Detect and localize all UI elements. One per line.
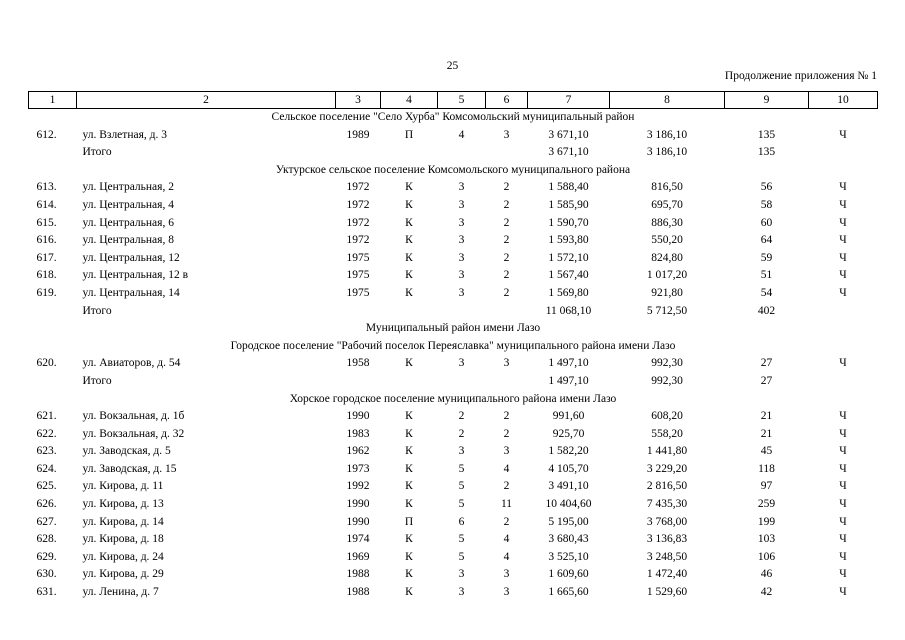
header-row xyxy=(29,92,878,109)
residents-cell: 58 xyxy=(760,198,773,211)
year-cell xyxy=(336,303,381,321)
total-area-cell: 3 671,10 xyxy=(548,128,589,141)
residents-cell: 27 xyxy=(760,357,773,370)
floors-cell: 3 xyxy=(458,586,465,599)
address-cell: ул. Авиаторов, д. 54 xyxy=(82,357,181,370)
mark-cell: Ч xyxy=(839,550,847,563)
year-cell: 1990 xyxy=(346,498,370,511)
mark-cell: Ч xyxy=(839,234,847,247)
row-number: 620. xyxy=(36,357,57,370)
floors-cell: 5 xyxy=(458,480,465,493)
address-cell: ул. Кирова, д. 13 xyxy=(82,498,164,511)
address-cell: ул. Центральная, 14 xyxy=(82,286,180,299)
floors-cell: 5 xyxy=(458,533,465,546)
living-area-cell: 1 529,60 xyxy=(646,586,688,599)
mark-cell: Ч xyxy=(839,498,847,511)
row-number: 619. xyxy=(36,286,57,299)
row-number: 618. xyxy=(36,269,57,282)
year-cell: 1990 xyxy=(346,515,370,528)
entrances-cell: 2 xyxy=(503,410,510,423)
total-area-cell: 1 572,10 xyxy=(548,251,589,264)
total-row xyxy=(29,144,878,162)
section-row xyxy=(29,109,878,127)
residents-cell: 64 xyxy=(760,234,773,247)
entrances-cell: 2 xyxy=(503,515,510,528)
living-area-cell: 992,30 xyxy=(651,374,683,387)
table-row xyxy=(29,250,878,268)
year-cell: 1975 xyxy=(346,269,370,282)
entrances-cell: 3 xyxy=(503,128,510,141)
residents-cell: 97 xyxy=(760,480,773,493)
header-cell: 6 xyxy=(486,92,528,109)
mark-cell xyxy=(809,144,878,162)
table-row xyxy=(29,478,878,496)
entrances-cell: 11 xyxy=(500,498,513,511)
entrances-cell: 2 xyxy=(503,198,510,211)
year-cell xyxy=(336,144,381,162)
year-cell: 1973 xyxy=(346,462,370,475)
living-area-cell: 2 816,50 xyxy=(646,480,688,493)
residents-cell: 51 xyxy=(760,269,773,282)
row-number: 630. xyxy=(36,568,57,581)
floors-cell: 5 xyxy=(458,462,465,475)
page-number: 25 xyxy=(446,60,459,72)
table-row xyxy=(29,179,878,197)
mark-cell xyxy=(809,303,878,321)
residents-cell: 45 xyxy=(760,445,773,458)
material-cell: К xyxy=(405,462,413,475)
address-cell: ул. Ленина, д. 7 xyxy=(82,586,159,599)
total-label: Итого xyxy=(82,146,112,159)
total-row xyxy=(29,373,878,391)
year-cell: 1983 xyxy=(346,427,370,440)
address-cell: ул. Центральная, 12 в xyxy=(82,269,189,282)
mark-cell: Ч xyxy=(839,462,847,475)
living-area-cell: 3 768,00 xyxy=(646,515,688,528)
year-cell: 1975 xyxy=(346,286,370,299)
living-area-cell: 7 435,30 xyxy=(646,498,688,511)
entrances-cell xyxy=(486,303,528,321)
row-number: 617. xyxy=(36,251,57,264)
material-cell: К xyxy=(405,251,413,264)
year-cell: 1988 xyxy=(346,568,370,581)
entrances-cell: 2 xyxy=(503,216,510,229)
section-row xyxy=(29,162,878,180)
table-row xyxy=(29,531,878,549)
mark-cell: Ч xyxy=(839,181,847,194)
table-row xyxy=(29,426,878,444)
header-cell: 2 xyxy=(77,92,336,109)
housing-table xyxy=(28,91,878,602)
table-row xyxy=(29,197,878,215)
total-label: Итого xyxy=(82,304,112,317)
total-area-cell: 3 671,10 xyxy=(548,146,589,159)
header-cell: 1 xyxy=(29,92,77,109)
entrances-cell xyxy=(486,144,528,162)
address-cell: ул. Кирова, д. 29 xyxy=(82,568,164,581)
floors-cell: 2 xyxy=(458,410,465,423)
section-title: Хорское городское поселение муниципального района имени Лазо xyxy=(289,392,617,405)
address-cell: ул. Вокзальная, д. 32 xyxy=(82,427,185,440)
residents-cell: 21 xyxy=(760,410,773,423)
residents-cell: 103 xyxy=(757,533,776,546)
mark-cell: Ч xyxy=(839,533,847,546)
header-cell: 8 xyxy=(610,92,725,109)
living-area-cell: 5 712,50 xyxy=(646,304,688,317)
address-cell: ул. Вокзальная, д. 1б xyxy=(82,410,185,423)
material-cell: П xyxy=(404,128,414,141)
section-title: Уктурское сельское поселение Комсомольского муниципального района xyxy=(275,163,631,176)
row-number: 624. xyxy=(36,462,57,475)
row-number: 631. xyxy=(36,586,57,599)
year-cell: 1989 xyxy=(346,128,370,141)
entrances-cell: 2 xyxy=(503,181,510,194)
total-row xyxy=(29,303,878,321)
entrances-cell: 2 xyxy=(503,427,510,440)
table-row xyxy=(29,514,878,532)
entrances-cell: 3 xyxy=(503,586,510,599)
table-row xyxy=(29,549,878,567)
year-cell: 1972 xyxy=(346,181,370,194)
residents-cell: 54 xyxy=(760,286,773,299)
row-number: 615. xyxy=(36,216,57,229)
header-cell: 3 xyxy=(336,92,381,109)
address-cell: ул. Взлетная, д. 3 xyxy=(82,128,167,141)
mark-cell: Ч xyxy=(839,198,847,211)
mark-cell: Ч xyxy=(839,480,847,493)
material-cell: К xyxy=(405,586,413,599)
residents-cell: 135 xyxy=(757,128,776,141)
entrances-cell: 3 xyxy=(503,568,510,581)
residents-cell: 118 xyxy=(758,462,775,475)
material-cell: К xyxy=(405,410,413,423)
address-cell: ул. Центральная, 4 xyxy=(82,198,174,211)
residents-cell: 60 xyxy=(760,216,773,229)
material-cell xyxy=(381,144,438,162)
residents-cell: 106 xyxy=(757,550,776,563)
floors-cell: 3 xyxy=(458,445,465,458)
mark-cell: Ч xyxy=(839,427,847,440)
address-cell: ул. Кирова, д. 11 xyxy=(82,480,164,493)
mark-cell: Ч xyxy=(839,128,847,141)
material-cell: К xyxy=(405,216,413,229)
living-area-cell: 3 186,10 xyxy=(646,128,688,141)
row-number: 623. xyxy=(36,445,57,458)
living-area-cell: 824,80 xyxy=(651,251,683,264)
living-area-cell: 1 472,40 xyxy=(646,568,688,581)
address-cell: ул. Кирова, д. 18 xyxy=(82,533,164,546)
living-area-cell: 3 229,20 xyxy=(646,462,688,475)
address-cell: ул. Заводская, д. 5 xyxy=(82,445,171,458)
year-cell: 1988 xyxy=(346,586,370,599)
material-cell: К xyxy=(405,533,413,546)
mark-cell: Ч xyxy=(839,286,847,299)
row-number xyxy=(29,373,77,391)
material-cell: К xyxy=(405,269,413,282)
row-number: 612. xyxy=(36,128,57,141)
table-row xyxy=(29,566,878,584)
living-area-cell: 3 248,50 xyxy=(646,550,688,563)
material-cell xyxy=(381,303,438,321)
header-cell: 5 xyxy=(438,92,486,109)
mark-cell: Ч xyxy=(839,269,847,282)
material-cell xyxy=(381,373,438,391)
row-number: 625. xyxy=(36,480,57,493)
material-cell: К xyxy=(405,357,413,370)
mark-cell: Ч xyxy=(839,445,847,458)
living-area-cell: 558,20 xyxy=(651,427,683,440)
floors-cell: 5 xyxy=(458,498,465,511)
residents-cell: 259 xyxy=(757,498,776,511)
entrances-cell: 2 xyxy=(503,269,510,282)
floors-cell xyxy=(438,303,486,321)
total-area-cell: 3 680,43 xyxy=(548,533,589,546)
address-cell: ул. Заводская, д. 15 xyxy=(82,462,177,475)
floors-cell: 3 xyxy=(458,568,465,581)
mark-cell: Ч xyxy=(839,357,847,370)
living-area-cell: 550,20 xyxy=(651,234,683,247)
mark-cell: Ч xyxy=(839,251,847,264)
row-number: 616. xyxy=(36,234,57,247)
entrances-cell: 2 xyxy=(503,480,510,493)
material-cell: К xyxy=(405,427,413,440)
table-body xyxy=(29,109,878,602)
residents-cell: 135 xyxy=(757,146,776,159)
row-number: 626. xyxy=(36,498,57,511)
living-area-cell: 816,50 xyxy=(651,181,683,194)
header-cell: 10 xyxy=(809,92,878,109)
residents-cell: 56 xyxy=(760,181,773,194)
header-cell: 7 xyxy=(528,92,610,109)
section-row xyxy=(29,320,878,338)
material-cell: К xyxy=(405,198,413,211)
floors-cell: 3 xyxy=(458,234,465,247)
floors-cell: 5 xyxy=(458,550,465,563)
total-area-cell: 1 582,20 xyxy=(548,445,589,458)
table-row xyxy=(29,355,878,373)
residents-cell: 59 xyxy=(760,251,773,264)
total-area-cell: 1 497,10 xyxy=(548,357,589,370)
year-cell xyxy=(336,373,381,391)
entrances-cell: 4 xyxy=(503,550,510,563)
material-cell: К xyxy=(405,498,413,511)
total-area-cell: 1 585,90 xyxy=(548,198,589,211)
table-row xyxy=(29,232,878,250)
floors-cell: 3 xyxy=(458,286,465,299)
total-area-cell: 925,70 xyxy=(552,427,585,440)
living-area-cell: 695,70 xyxy=(651,198,683,211)
material-cell: К xyxy=(405,181,413,194)
entrances-cell: 4 xyxy=(503,462,510,475)
total-area-cell: 1 590,70 xyxy=(548,216,589,229)
year-cell: 1958 xyxy=(346,357,370,370)
year-cell: 1974 xyxy=(346,533,370,546)
entrances-cell xyxy=(486,373,528,391)
floors-cell: 3 xyxy=(458,251,465,264)
total-area-cell: 3 491,10 xyxy=(548,480,589,493)
residents-cell: 42 xyxy=(760,586,773,599)
mark-cell: Ч xyxy=(839,586,847,599)
residents-cell: 27 xyxy=(760,374,773,387)
total-area-cell: 5 195,00 xyxy=(548,515,589,528)
table-row xyxy=(29,127,878,145)
header-cell: 9 xyxy=(725,92,809,109)
total-area-cell: 1 588,40 xyxy=(548,181,589,194)
year-cell: 1962 xyxy=(346,445,370,458)
residents-cell: 46 xyxy=(760,568,773,581)
address-cell: ул. Центральная, 2 xyxy=(82,181,174,194)
total-area-cell: 1 567,40 xyxy=(548,269,589,282)
living-area-cell: 886,30 xyxy=(651,216,683,229)
row-number: 629. xyxy=(36,550,57,563)
floors-cell xyxy=(438,373,486,391)
section-row xyxy=(29,338,878,356)
year-cell: 1975 xyxy=(346,251,370,264)
living-area-cell: 608,20 xyxy=(651,410,683,423)
table-row xyxy=(29,496,878,514)
living-area-cell: 992,30 xyxy=(651,357,683,370)
entrances-cell: 3 xyxy=(503,445,510,458)
total-area-cell: 4 105,70 xyxy=(548,462,589,475)
living-area-cell: 3 186,10 xyxy=(646,146,688,159)
material-cell: К xyxy=(405,445,413,458)
total-area-cell: 11 068,10 xyxy=(545,304,592,317)
material-cell: К xyxy=(405,234,413,247)
section-row xyxy=(29,391,878,409)
total-area-cell: 1 593,80 xyxy=(548,234,589,247)
residents-cell: 199 xyxy=(757,515,776,528)
address-cell: ул. Кирова, д. 14 xyxy=(82,515,164,528)
table-row xyxy=(29,461,878,479)
table-row xyxy=(29,267,878,285)
year-cell: 1992 xyxy=(346,480,370,493)
total-area-cell: 1 609,60 xyxy=(548,568,589,581)
address-cell: ул. Центральная, 8 xyxy=(82,234,174,247)
address-cell: ул. Центральная, 12 xyxy=(82,251,180,264)
header-cell: 4 xyxy=(381,92,438,109)
table-row xyxy=(29,285,878,303)
row-number xyxy=(29,303,77,321)
living-area-cell: 3 136,83 xyxy=(646,533,688,546)
living-area-cell: 1 441,80 xyxy=(646,445,688,458)
total-area-cell: 3 525,10 xyxy=(548,550,589,563)
entrances-cell: 2 xyxy=(503,286,510,299)
total-label: Итого xyxy=(82,374,112,387)
total-area-cell: 10 404,60 xyxy=(545,498,592,511)
year-cell: 1969 xyxy=(346,550,370,563)
mark-cell xyxy=(809,373,878,391)
row-number: 614. xyxy=(36,198,57,211)
floors-cell: 6 xyxy=(458,515,465,528)
year-cell: 1990 xyxy=(346,410,370,423)
row-number xyxy=(29,144,77,162)
material-cell: П xyxy=(404,515,414,528)
table-row xyxy=(29,215,878,233)
table-row xyxy=(29,443,878,461)
year-cell: 1972 xyxy=(346,234,370,247)
entrances-cell: 4 xyxy=(503,533,510,546)
material-cell: К xyxy=(405,286,413,299)
entrances-cell: 3 xyxy=(503,357,510,370)
entrances-cell: 2 xyxy=(503,234,510,247)
row-number: 622. xyxy=(36,427,57,440)
material-cell: К xyxy=(405,480,413,493)
material-cell: К xyxy=(405,568,413,581)
mark-cell: Ч xyxy=(839,216,847,229)
row-number: 621. xyxy=(36,410,57,423)
row-number: 613. xyxy=(36,181,57,194)
mark-cell: Ч xyxy=(839,515,847,528)
floors-cell: 3 xyxy=(458,357,465,370)
total-area-cell: 1 665,60 xyxy=(548,586,589,599)
section-title: Муниципальный район имени Лазо xyxy=(365,322,541,335)
table-header xyxy=(29,92,878,109)
section-title: Сельское поселение "Село Хурба" Комсомольский муниципальный район xyxy=(271,111,635,123)
living-area-cell: 1 017,20 xyxy=(646,269,688,282)
living-area-cell: 921,80 xyxy=(651,286,683,299)
mark-cell: Ч xyxy=(839,568,847,581)
table-row xyxy=(29,584,878,602)
floors-cell: 2 xyxy=(458,427,465,440)
year-cell: 1972 xyxy=(346,198,370,211)
year-cell: 1972 xyxy=(346,216,370,229)
row-number: 627. xyxy=(36,515,57,528)
floors-cell: 4 xyxy=(458,128,465,141)
floors-cell: 3 xyxy=(458,269,465,282)
floors-cell: 3 xyxy=(458,198,465,211)
entrances-cell: 2 xyxy=(503,251,510,264)
address-cell: ул. Кирова, д. 24 xyxy=(82,550,164,563)
total-area-cell: 1 569,80 xyxy=(548,286,589,299)
table-row xyxy=(29,408,878,426)
floors-cell: 3 xyxy=(458,181,465,194)
floors-cell xyxy=(438,144,486,162)
mark-cell: Ч xyxy=(839,410,847,423)
row-number: 628. xyxy=(36,533,57,546)
residents-cell: 21 xyxy=(760,427,773,440)
floors-cell: 3 xyxy=(458,216,465,229)
material-cell: К xyxy=(405,550,413,563)
section-title: Городское поселение "Рабочий поселок Переяславка" муниципального района имени Лазо xyxy=(230,339,676,352)
residents-cell: 402 xyxy=(757,304,776,317)
continuation-label: Продолжение приложения № 1 xyxy=(724,70,877,82)
address-cell: ул. Центральная, 6 xyxy=(82,216,174,229)
total-area-cell: 991,60 xyxy=(552,410,585,423)
total-area-cell: 1 497,10 xyxy=(548,374,589,387)
